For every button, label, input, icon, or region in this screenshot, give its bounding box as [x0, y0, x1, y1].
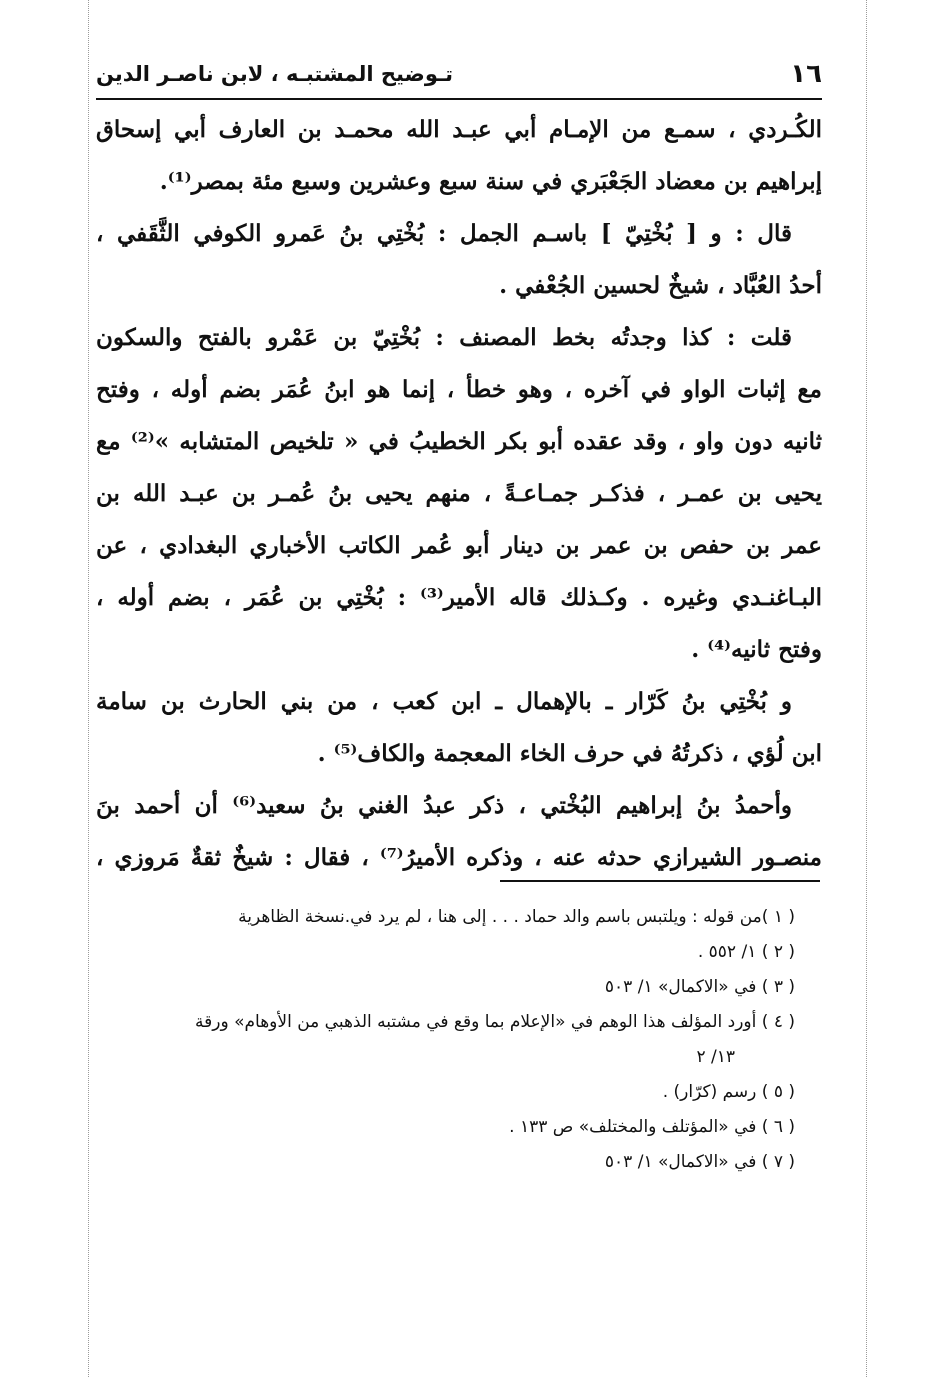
- footnote-4-continuation: ١٣/ ٢: [696, 1047, 735, 1067]
- text-line: مع إثبات الواو في آخره ، وهو خطأ ، إنما هو ابنُ عُمَر بضم أوله ، وفتح: [96, 376, 822, 403]
- text-line: يحيى بن عمـر ، فذكـر جمـاعـةً ، منهم يحيى بنُ عُمـر بن عبـد الله بن: [96, 480, 822, 507]
- text-line: إبراهيم بن معضاد الجَعْبَري في سنة سبع وعشرين وسبع مئة بمصر⁽¹⁾.: [159, 168, 822, 195]
- text-line: منصـور الشيرازي حدثه عنه ، وذكره الأميرُ⁽⁷⁾ ، فقال : شيخٌ ثقةٌ مَروزي ،: [96, 844, 822, 871]
- text-line: قال : و [ بُخْتِيّ ] باسـم الجمل : بُخْتِي بنُ عَمرو الكوفي الثَّقَفي ،: [96, 220, 792, 247]
- text-line: عمر بن حفص بن عمر بن دينار أبو عُمر الكاتب الأخباري البغدادي ، عن: [96, 532, 822, 559]
- running-title: تـوضيح المشتبـه ، لابن ناصـر الدين: [96, 62, 454, 86]
- footnote-1: ( ١ )من قوله : ويلتبس باسم والد حماد . . . إلى هنا ، لم يرد في.نسخة الظاهرية: [238, 907, 795, 927]
- footnote-separator: [500, 880, 820, 882]
- text-line: و بُخْتِي بنُ كَرّار ـ بالإهمال ـ ابن كعب ، من بني الحارث بن سامة: [96, 688, 792, 715]
- scan-fold-line-left: [88, 0, 89, 1377]
- page-number: ١٦: [790, 59, 822, 89]
- text-line: ثانيه دون واو ، وقد عقده أبو بكر الخطيبُ في « تلخيص المتشابه »⁽²⁾ مع: [96, 428, 822, 455]
- footnote-3: ( ٣ ) في «الاكمال» ١/ ٥٠٣: [604, 977, 795, 997]
- main-text: [96, 104, 822, 884]
- footnote-2: ( ٢ ) ١/ ٥٥٢ .: [697, 942, 795, 962]
- footnote-6: ( ٦ ) في «المؤتلف والمختلف» ص ١٣٣ .: [509, 1117, 795, 1137]
- text-line: وأحمدُ بنُ إبراهيم البُخْتي ، ذكر عبدُ الغني بنُ سعيد⁽⁶⁾ أن أحمد بنَ: [96, 792, 792, 819]
- text-line: الكُـردي ، سمـع من الإمـام أبي عبـد الله محمـد بن العارف أبي إسحاق: [96, 116, 822, 143]
- text-line: أحدُ العُبَّاد ، شيخٌ لحسين الجُعْفي .: [499, 272, 822, 299]
- running-header: [96, 50, 822, 100]
- text-line: البـاغنـدي وغيره . وكـذلك قاله الأمير⁽³⁾ : بُخْتِي بن عُمَر ، بضم أوله ،: [96, 584, 822, 611]
- footnotes: [90, 900, 795, 1180]
- footnote-7: ( ٧ ) في «الاكمال» ١/ ٥٠٣: [604, 1152, 795, 1172]
- footnote-4: ( ٤ ) أورد المؤلف هذا الوهم في «الإعلام بما وقع في مشتبه الذهبي من الأوهام» ورقة: [195, 1012, 795, 1032]
- scan-fold-line-right: [866, 0, 867, 1377]
- text-line: وفتح ثانيه⁽⁴⁾ .: [691, 636, 822, 663]
- text-line: ابن لُؤي ، ذكرتُهُ في حرف الخاء المعجمة والكاف⁽⁵⁾ .: [317, 740, 822, 767]
- footnote-5: ( ٥ ) رسم (كرّار) .: [662, 1082, 795, 1102]
- text-line: قلت : كذا وجدتُه بخط المصنف : بُخْتِيّ بن عَمْرو بالفتح والسكون: [96, 324, 792, 351]
